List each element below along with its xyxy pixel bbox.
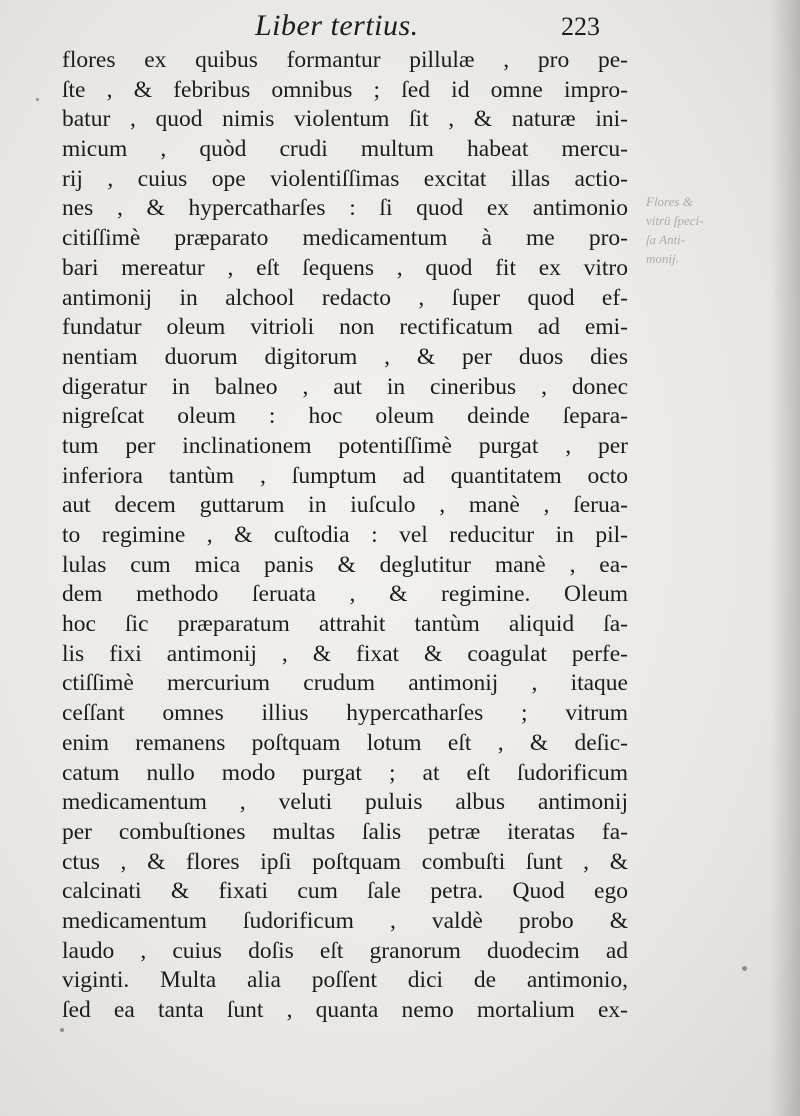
marginal-note xyxy=(646,192,766,268)
ink-speck xyxy=(36,98,39,101)
text-line: nentiam duorum digitorum , & per duos dies xyxy=(62,343,628,370)
text-line: batur , quod nimis violentum ſit , & naturæ ini- xyxy=(62,106,628,133)
text-line: micum , quòd crudi multum habeat mercu- xyxy=(62,136,628,163)
text-line: citiſſimè præparato medicamentum à me pro- xyxy=(62,225,628,252)
text-line: flores ex quibus formantur pillulæ , pro pe- xyxy=(62,47,628,73)
text-line: viginti. Multa alia poſſent dici de antimonio, xyxy=(62,967,628,994)
text-line: antimonij in alchool redacto , ſuper quod ef- xyxy=(62,284,628,311)
text-line: rij , cuius ope violentiſſimas excitat illas actio- xyxy=(62,165,628,192)
text-line: lis fixi antimonij , & fixat & coagulat perfe- xyxy=(62,640,628,667)
page-number: 223 xyxy=(561,12,600,41)
text-line: to regimine , & cuſtodia : vel reducitur in pil- xyxy=(62,522,628,548)
ink-speck xyxy=(742,966,747,971)
text-line: lulas cum mica panis & deglutitur manè , ea- xyxy=(62,551,628,578)
text-line: digeratur in balneo , aut in cineribus , donec xyxy=(62,373,628,400)
page-header xyxy=(0,8,800,48)
marginal-note-line: monij. xyxy=(646,251,679,266)
marginal-note-line: ſa Anti- xyxy=(646,232,686,247)
text-line: ceſſant omnes illius hypercatharſes ; vitrum xyxy=(62,700,628,727)
body-text xyxy=(62,46,628,1026)
text-line: calcinati & fixati cum ſale petra. Quod ego xyxy=(62,878,628,905)
running-title: Liber tertius. xyxy=(255,9,419,42)
text-line: nes , & hypercatharſes : ſi quod ex antimonio xyxy=(62,195,628,222)
marginal-note-line: vitrū ſpeci- xyxy=(646,213,704,228)
text-line: per combuſtiones multas ſalis petræ iteratas fa- xyxy=(62,818,628,845)
text-line: catum nullo modo purgat ; at eſt ſudorificum xyxy=(62,759,628,786)
text-line: ſte , & febribus omnibus ; ſed id omne impro- xyxy=(62,76,628,103)
ink-speck xyxy=(60,1028,64,1032)
page-edge-shadow xyxy=(770,0,800,1116)
text-line: bari mereatur , eſt ſequens , quod fit ex vitro xyxy=(62,254,628,281)
text-line: nigreſcat oleum : hoc oleum deinde ſepara- xyxy=(62,403,628,430)
text-line: laudo , cuius doſis eſt granorum duodecim ad xyxy=(62,937,628,964)
text-line: aut decem guttarum in iuſculo , manè , ſerua- xyxy=(62,492,628,519)
text-line: ſed ea tanta ſunt , quanta nemo mortalium ex- xyxy=(62,997,628,1023)
text-line: hoc ſic præparatum attrahit tantùm aliquid ſa- xyxy=(62,611,628,638)
text-line: tum per inclinationem potentiſſimè purgat , per xyxy=(62,432,628,459)
text-line: ctus , & flores ipſi poſtquam combuſti ſunt , & xyxy=(62,848,628,875)
text-line: fundatur oleum vitrioli non rectificatum ad emi- xyxy=(62,314,628,341)
text-line: medicamentum ſudorificum , valdè probo & xyxy=(62,907,628,934)
marginal-note-line: Flores & xyxy=(646,194,693,209)
text-line: ctiſſimè mercurium crudum antimonij , itaque xyxy=(62,670,628,697)
text-line: dem methodo ſeruata , & regimine. Oleum xyxy=(62,581,628,608)
text-line: inferiora tantùm , ſumptum ad quantitatem octo xyxy=(62,462,628,489)
text-line: enim remanens poſtquam lotum eſt , & deſic- xyxy=(62,729,628,756)
text-line: medicamentum , veluti puluis albus antimonij xyxy=(62,789,628,816)
